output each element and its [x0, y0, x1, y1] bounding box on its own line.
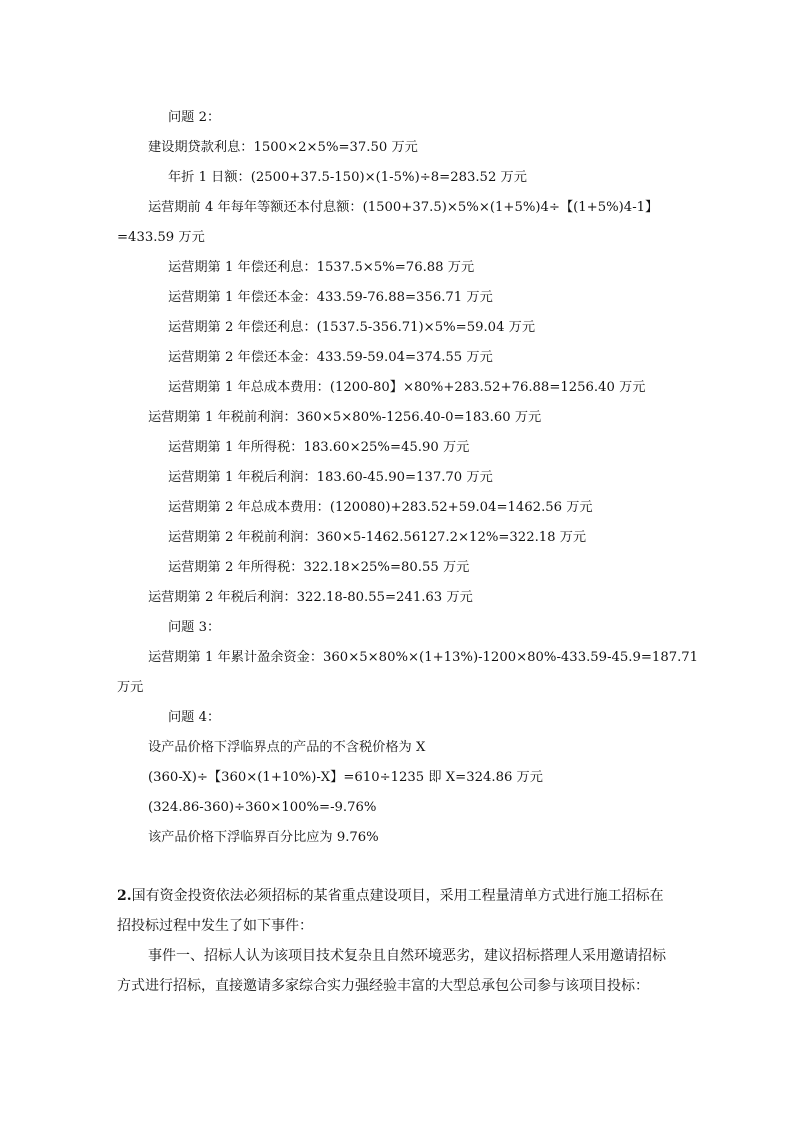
- question-2-line-3: 事件一、招标人认为该项目技术复杂且自然环境恶劣，建议招标搭理人采用邀请招标: [148, 948, 666, 964]
- question-2-line-1: [117, 887, 664, 905]
- text-line: =433.59 万元: [117, 230, 205, 245]
- question-2-line-2: 招投标过程中发生了如下事件：: [117, 918, 313, 934]
- text-line: 万元: [117, 680, 144, 695]
- text-line: 设产品价格下浮临界点的产品的不含税价格为 X: [148, 740, 426, 755]
- text-line: 运营期第 1 年累计盈余资金：360×5×80%×(1+13%)-1200×80%-433.59-45.9=187.71: [148, 650, 699, 665]
- text-line: 运营期第 1 年偿还本金：433.59-76.88=356.71 万元: [168, 290, 493, 305]
- text-line: 运营期第 1 年偿还利息：1537.5×5%=76.88 万元: [168, 260, 475, 275]
- text-line: 问题 2：: [168, 110, 221, 125]
- text-line: 运营期第 2 年所得税：322.18×25%=80.55 万元: [168, 560, 470, 575]
- question-2-line-4: 方式进行招标，直接邀请多家综合实力强经验丰富的大型总承包公司参与该项目投标：: [117, 978, 649, 994]
- text-line: (360-X)÷【360×(1+10%)-X】=610÷1235 即 X=324.86 万元: [148, 770, 543, 785]
- text-line: 运营期第 2 年税后利润：322.18-80.55=241.63 万元: [148, 590, 473, 605]
- text-line: 运营期第 2 年总成本费用：(120080)+283.52+59.04=1462.56 万元: [168, 500, 593, 515]
- question-text: 国有资金投资依法必须招标的某省重点建设项目，采用工程量清单方式进行施工招标在: [131, 888, 664, 904]
- text-line: 运营期第 1 年税后利润：183.60-45.90=137.70 万元: [168, 470, 493, 485]
- text-line: 运营期第 1 年总成本费用：(1200-80】×80%+283.52+76.88=1256.40 万元: [168, 380, 646, 395]
- text-line: 问题 3：: [168, 620, 221, 635]
- text-line: 年折 1 日额：(2500+37.5-150)×(1-5%)÷8=283.52 万元: [168, 170, 527, 185]
- text-line: 运营期前 4 年每年等额还本付息额：(1500+37.5)×5%×(1+5%)4÷【(1+5%)4-1】: [148, 200, 659, 215]
- text-line: (324.86-360)÷360×100%=-9.76%: [148, 800, 377, 815]
- text-line: 该产品价格下浮临界百分比应为 9.76%: [148, 830, 379, 845]
- text-line: 建设期贷款利息：1500×2×5%=37.50 万元: [148, 140, 418, 155]
- question-number: 2.: [117, 888, 132, 904]
- text-line: 运营期第 2 年税前利润：360×5-1462.56127.2×12%=322.18 万元: [168, 530, 587, 545]
- text-line: 运营期第 2 年偿还本金：433.59-59.04=374.55 万元: [168, 350, 493, 365]
- text-line: 运营期第 1 年所得税：183.60×25%=45.90 万元: [168, 440, 470, 455]
- text-line: 问题 4：: [168, 710, 221, 725]
- text-line: 运营期第 1 年税前利润：360×5×80%-1256.40-0=183.60 万元: [148, 410, 542, 425]
- text-line: 运营期第 2 年偿还利息：(1537.5-356.71)×5%=59.04 万元: [168, 320, 536, 335]
